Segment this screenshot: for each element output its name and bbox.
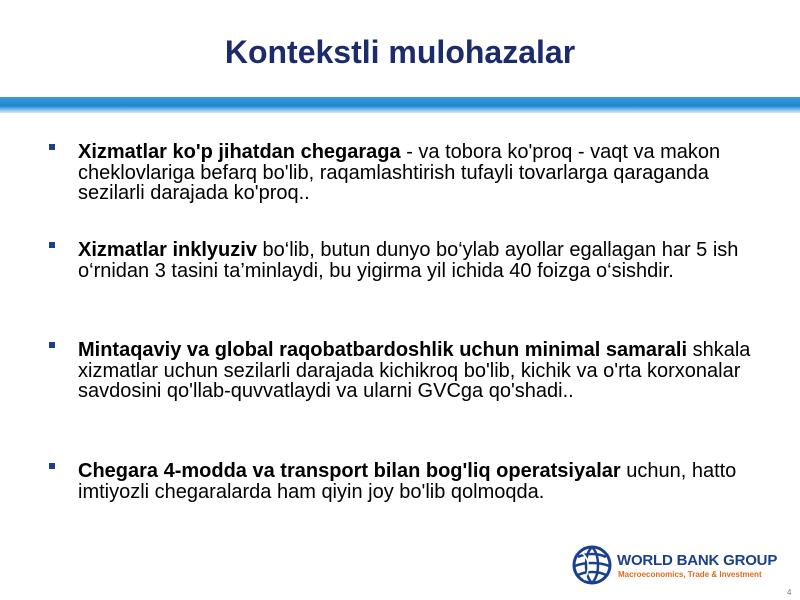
logo-name: WORLD BANK GROUP (617, 552, 778, 569)
bullet-body-text: shkala xizmatlar uchun sezilarli darajada kichikroq bo'lib, kichik va o'rta korxonalar savdosini qo'llab-quvvatlaydi va ularni GVCga qo'shadi.. (78, 339, 751, 402)
slide-title: Kontekstli mulohazalar (224, 34, 576, 70)
bullet-item (78, 240, 758, 281)
bullet-item (78, 142, 758, 204)
world-bank-group-logo (572, 545, 782, 587)
bullet-marker-icon (49, 242, 55, 248)
bullet-marker-icon (49, 342, 55, 348)
page-number: 4 (787, 588, 792, 597)
bullet-item (78, 461, 758, 502)
bullet-marker-icon (49, 463, 55, 469)
logo-subtitle: Macroeconomics, Trade & Investment (618, 570, 762, 579)
bullet-item (78, 340, 758, 402)
bullet-body-text: uchun, hatto imtiyozli chegaralarda ham qiyin joy bo'lib qolmoqda. (78, 460, 737, 503)
bullet-bold-text: Xizmatlar inklyuziv (78, 239, 257, 261)
bullet-bold-text: Chegara 4-modda va transport bilan bog'liq operatsiyalar (78, 460, 621, 482)
bullet-marker-icon (49, 144, 55, 150)
bullet-bold-text: Xizmatlar ko'p jihatdan chegaraga (78, 141, 401, 163)
globe-icon (572, 545, 612, 585)
bullet-body-text: bo‘lib, butun dunyo bo‘ylab ayollar egallagan har 5 ish o‘rnidan 3 tasini ta’minlaydi, bu yigirma yil ichida 40 foizga o‘sishdir. (78, 239, 739, 282)
bullet-body-text: - va tobora ko'proq - vaqt va makon cheklovlariga befarq bo'lib, raqamlashtirish tufayli tovarlarga qaraganda sezilarli darajada ko'proq.. (78, 141, 721, 204)
bullet-bold-text: Mintaqaviy va global raqobatbardoshlik uchun minimal samarali (78, 339, 688, 361)
